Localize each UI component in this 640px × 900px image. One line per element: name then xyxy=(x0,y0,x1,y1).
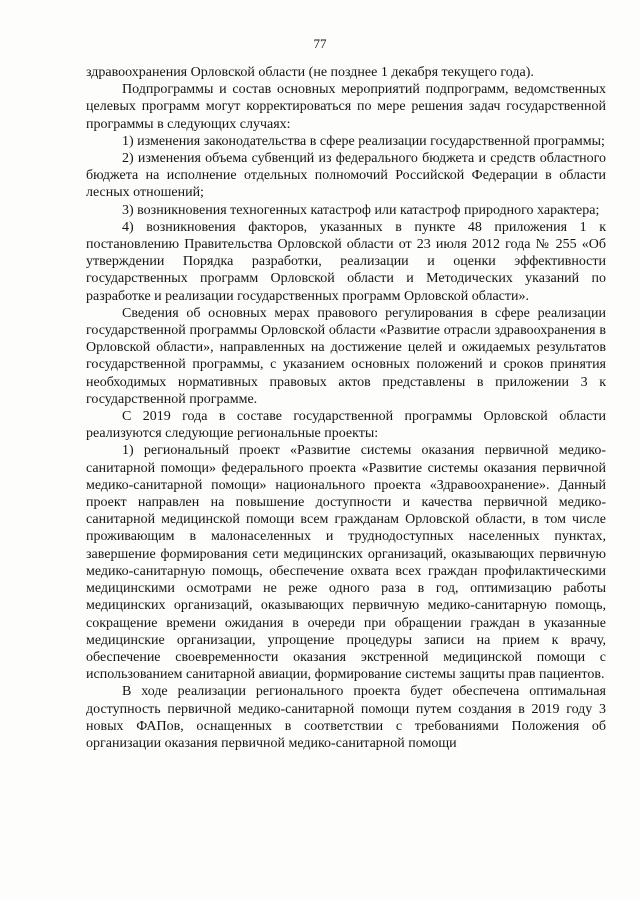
list-item-4: 4) возникновения факторов, указанных в пункте 48 приложения 1 к постановлению Правительства Орловской области от 23 июля 2012 года № 255 «Об утверждении Порядка разработки, реализации и оценки эффективности государственных программ Орловской области и Методических указаний по разработке и реализации государственных программ Орловской области». xyxy=(86,219,606,304)
list-item-2: 2) изменения объема субвенций из федерального бюджета и средств областного бюджета на исполнение отдельных полномочий Российской Федерации в области лесных отношений; xyxy=(86,151,606,201)
paragraph-legal-measures: Сведения об основных мерах правового регулирования в сфере реализации государственной программы Орловской области «Развитие отрасли здравоохранения в Орловской области», направленных на достижение целей и ожидаемых результатов государственной программы, с указанием основных положений и сроков принятия необходимых нормативных правовых актов представлены в приложении 3 к государственной программе. xyxy=(86,305,606,407)
paragraph-subprograms: Подпрограммы и состав основных мероприятий подпрограмм, ведомственных целевых программ могут корректироваться по мере решения задач государственной программы в следующих случаях: xyxy=(86,82,606,132)
list-item-1: 1) изменения законодательства в сфере реализации государственной программы; xyxy=(122,133,605,149)
list-item-3: 3) возникновения техногенных катастроф или катастроф природного характера; xyxy=(122,202,600,218)
paragraph-regional-projects: С 2019 года в составе государственной программы Орловской области реализуются следующие региональные проекты: xyxy=(86,409,606,442)
paragraph-continuation: здравоохранения Орловской области (не позднее 1 декабря текущего года). xyxy=(86,65,534,80)
regional-project-1: 1) региональный проект «Развитие системы оказания первичной медико-санитарной помощи» федерального проекта «Развитие системы оказания первичной медико-санитарной помощи» национального проекта «Здравоохранение». Данный проект направлен на повышение доступности и качества первичной медико-санитарной медицинской помощи всем гражданам Орловской области, в том числе проживающим в малонаселенных и труднодоступных населенных пунктах, завершение формирования сети медицинских организаций, оказывающих первичную медико-санитарную помощь, обеспечение охвата всех граждан профилактическими медицинскими осмотрами не реже одного раза в год, оптимизацию работы медицинских организаций, оказывающих первичную медико-санитарную помощь, сокращение времени ожидания в очереди при обращении граждан в указанные медицинские организации, упрощение процедуры записи на прием к врачу, обеспечение своевременности оказания экстренной медицинской помощи с использованием санитарной авиации, формирование системы защиты прав пациентов. xyxy=(86,443,606,683)
page-number: 77 xyxy=(313,36,327,51)
document-body xyxy=(86,64,606,752)
paragraph-project-implementation: В ходе реализации регионального проекта будет обеспечена оптимальная доступность первичной медико-санитарной помощи путем создания в 2019 году 3 новых ФАПов, оснащенных в соответствии с требованиями Положения об организации оказания первичной медико-санитарной помощи xyxy=(86,684,606,751)
